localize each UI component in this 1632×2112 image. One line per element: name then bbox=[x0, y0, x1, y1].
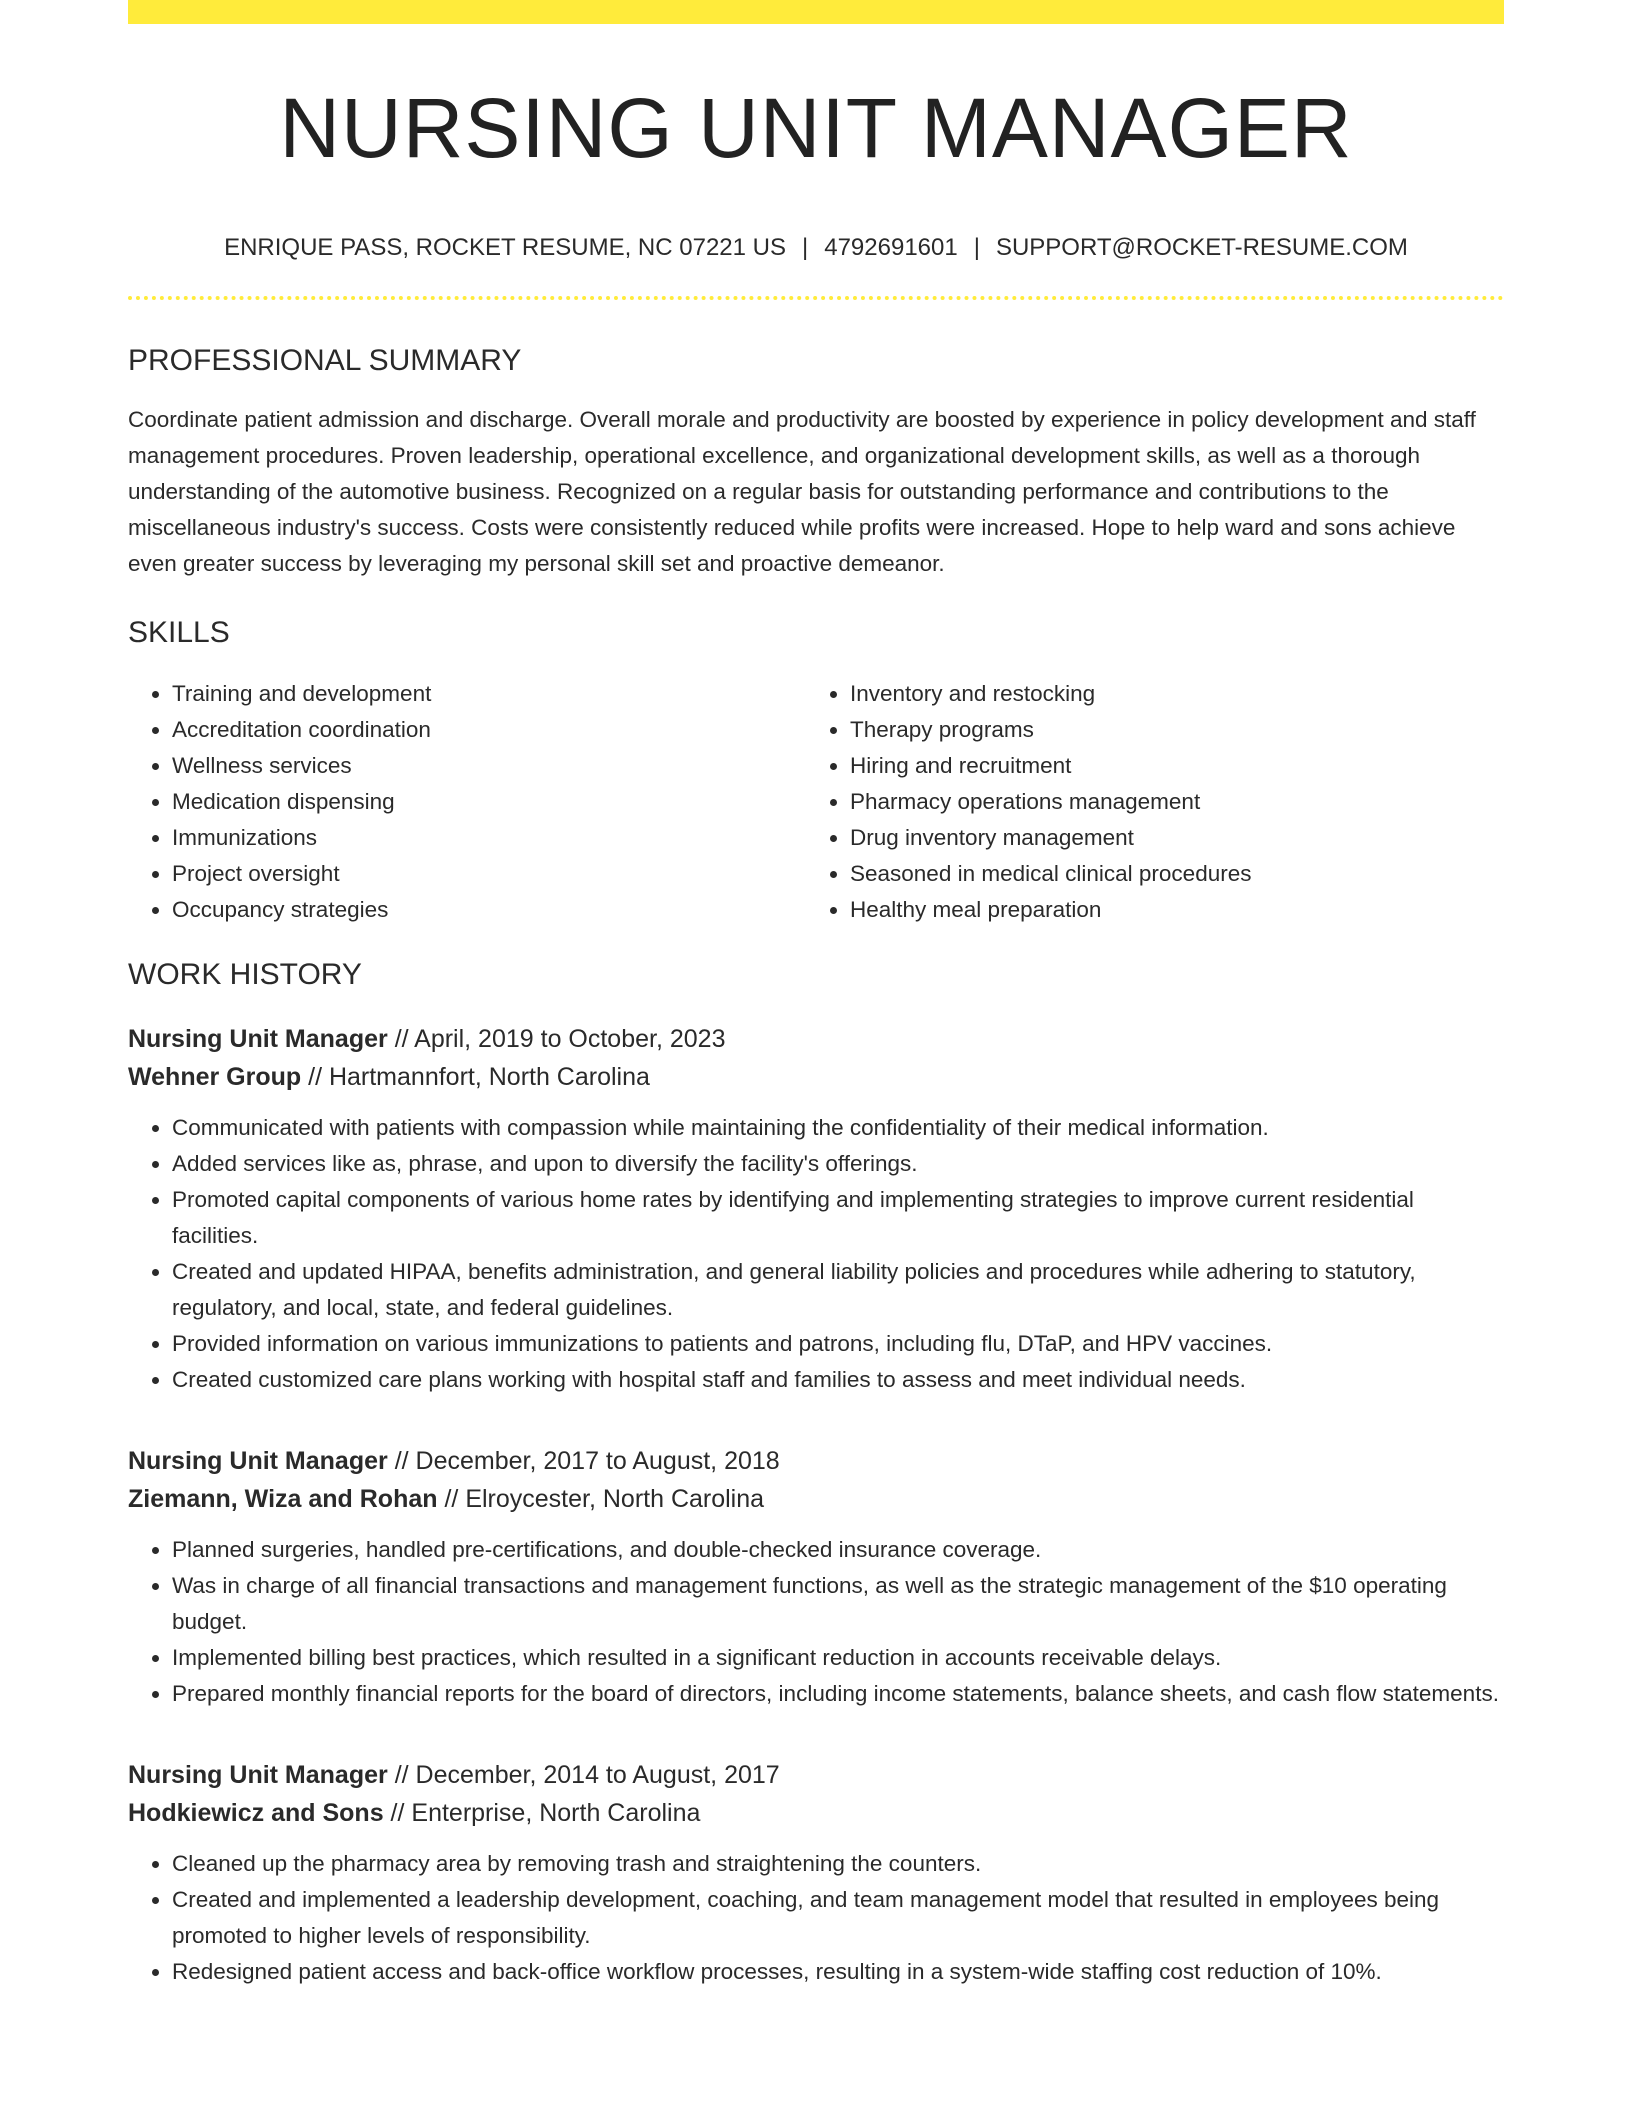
job-dates: // December, 2017 to August, 2018 bbox=[387, 1447, 780, 1476]
job-bullet: • Implemented billing best practices, which resulted in a significant reduction in accounts receivable delays. bbox=[172, 1640, 1504, 1676]
job-company: Hodkiewicz and Sons bbox=[128, 1799, 384, 1828]
job-location: // Hartmannfort, North Carolina bbox=[301, 1063, 650, 1092]
job-company-line bbox=[128, 1058, 1504, 1096]
job-company-line bbox=[128, 1480, 1504, 1518]
job-title: Nursing Unit Manager bbox=[128, 1761, 388, 1790]
skill-item: • Immunizations bbox=[172, 820, 806, 856]
skill-item: • Accreditation coordination bbox=[172, 712, 806, 748]
job-entry bbox=[128, 1020, 1504, 1398]
job-bullet: • Added services like as, phrase, and upon to diversify the facility's offerings. bbox=[172, 1146, 1504, 1182]
summary-text: Coordinate patient admission and discharge. Overall morale and productivity are boosted by experience in policy development and staff management procedures. Proven leadership, operational excellence, and organizational development skills, as well as a thorough understanding of the automotive business. Recognized on a regular basis for outstanding performance and contributions to the miscellaneous industry's success. Costs were consistently reduced while profits were increased. Hope to help ward and sons achieve even greater success by leveraging my personal skill set and proactive demeanor. bbox=[128, 407, 1476, 577]
skill-item: • Seasoned in medical clinical procedures bbox=[850, 856, 1484, 892]
skills-list-right bbox=[806, 676, 1484, 928]
contact-phone: 4792691601 bbox=[824, 234, 958, 262]
job-bullet: • Cleaned up the pharmacy area by removing trash and straightening the counters. bbox=[172, 1846, 1504, 1882]
contact-separator: | bbox=[802, 234, 809, 262]
job-title-line bbox=[128, 1442, 1504, 1480]
job-company-line bbox=[128, 1794, 1504, 1832]
job-bullet: • Provided information on various immunizations to patients and patrons, including flu, DTaP, and HPV vaccines. bbox=[172, 1326, 1504, 1362]
job-bullet: • Redesigned patient access and back-office workflow processes, resulting in a system-wide staffing cost reduction of 10%. bbox=[172, 1954, 1504, 1990]
skill-item: • Pharmacy operations management bbox=[850, 784, 1484, 820]
job-bullet: • Created and implemented a leadership development, coaching, and team management model that resulted in employees being promoted to higher levels of responsibility. bbox=[172, 1882, 1504, 1954]
job-title: Nursing Unit Manager bbox=[128, 1447, 388, 1476]
job-bullet: • Was in charge of all financial transactions and management functions, as well as the strategic management of the $10 operating budget. bbox=[172, 1568, 1504, 1640]
page-title: NURSING UNIT MANAGER bbox=[279, 81, 1353, 175]
job-bullet-list bbox=[128, 1846, 1504, 1990]
contact-separator: | bbox=[973, 234, 980, 262]
job-bullet: • Prepared monthly financial reports for the board of directors, including income statements, balance sheets, and cash flow statements. bbox=[172, 1676, 1504, 1712]
skills-list-left bbox=[128, 676, 806, 928]
skill-item: • Therapy programs bbox=[850, 712, 1484, 748]
job-entry bbox=[128, 1442, 1504, 1712]
contact-email: SUPPORT@ROCKET-RESUME.COM bbox=[995, 234, 1408, 262]
job-bullet: • Communicated with patients with compassion while maintaining the confidentiality of their medical information. bbox=[172, 1110, 1504, 1146]
resume-page bbox=[128, 0, 1504, 1990]
job-bullet: • Promoted capital components of various home rates by identifying and implementing strategies to improve current residential facilities. bbox=[172, 1182, 1504, 1254]
skill-item: • Hiring and recruitment bbox=[850, 748, 1484, 784]
skills-heading: SKILLS bbox=[128, 616, 230, 650]
job-bullet-list bbox=[128, 1110, 1504, 1398]
skill-item: • Training and development bbox=[172, 676, 806, 712]
skill-item: • Occupancy strategies bbox=[172, 892, 806, 928]
skill-item: • Medication dispensing bbox=[172, 784, 806, 820]
skill-item: • Project oversight bbox=[172, 856, 806, 892]
job-location: // Elroycester, North Carolina bbox=[437, 1485, 765, 1514]
accent-top-bar bbox=[128, 0, 1504, 24]
skill-item: • Drug inventory management bbox=[850, 820, 1484, 856]
work-history-heading: WORK HISTORY bbox=[128, 958, 362, 992]
skill-item: • Healthy meal preparation bbox=[850, 892, 1484, 928]
job-title-line bbox=[128, 1756, 1504, 1794]
skills-grid bbox=[128, 676, 1504, 928]
job-bullet: • Created customized care plans working with hospital staff and families to assess and meet individual needs. bbox=[172, 1362, 1504, 1398]
summary-heading: PROFESSIONAL SUMMARY bbox=[128, 344, 522, 378]
job-dates: // December, 2014 to August, 2017 bbox=[387, 1761, 780, 1790]
job-title: Nursing Unit Manager bbox=[128, 1025, 388, 1054]
job-bullet: • Planned surgeries, handled pre-certifications, and double-checked insurance coverage. bbox=[172, 1532, 1504, 1568]
job-title-line bbox=[128, 1020, 1504, 1058]
job-bullet: • Created and updated HIPAA, benefits administration, and general liability policies and procedures while adhering to statutory, regulatory, and local, state, and federal guidelines. bbox=[172, 1254, 1504, 1326]
contact-line bbox=[128, 234, 1504, 262]
contact-address: ENRIQUE PASS, ROCKET RESUME, NC 07221 US bbox=[224, 234, 786, 262]
skill-item: • Inventory and restocking bbox=[850, 676, 1484, 712]
job-company: Ziemann, Wiza and Rohan bbox=[128, 1485, 438, 1514]
job-bullet-list bbox=[128, 1532, 1504, 1712]
job-company: Wehner Group bbox=[128, 1063, 302, 1092]
job-dates: // April, 2019 to October, 2023 bbox=[387, 1025, 726, 1054]
job-entry bbox=[128, 1756, 1504, 1990]
dotted-divider bbox=[128, 296, 1504, 300]
skill-item: • Wellness services bbox=[172, 748, 806, 784]
job-location: // Enterprise, North Carolina bbox=[383, 1799, 701, 1828]
